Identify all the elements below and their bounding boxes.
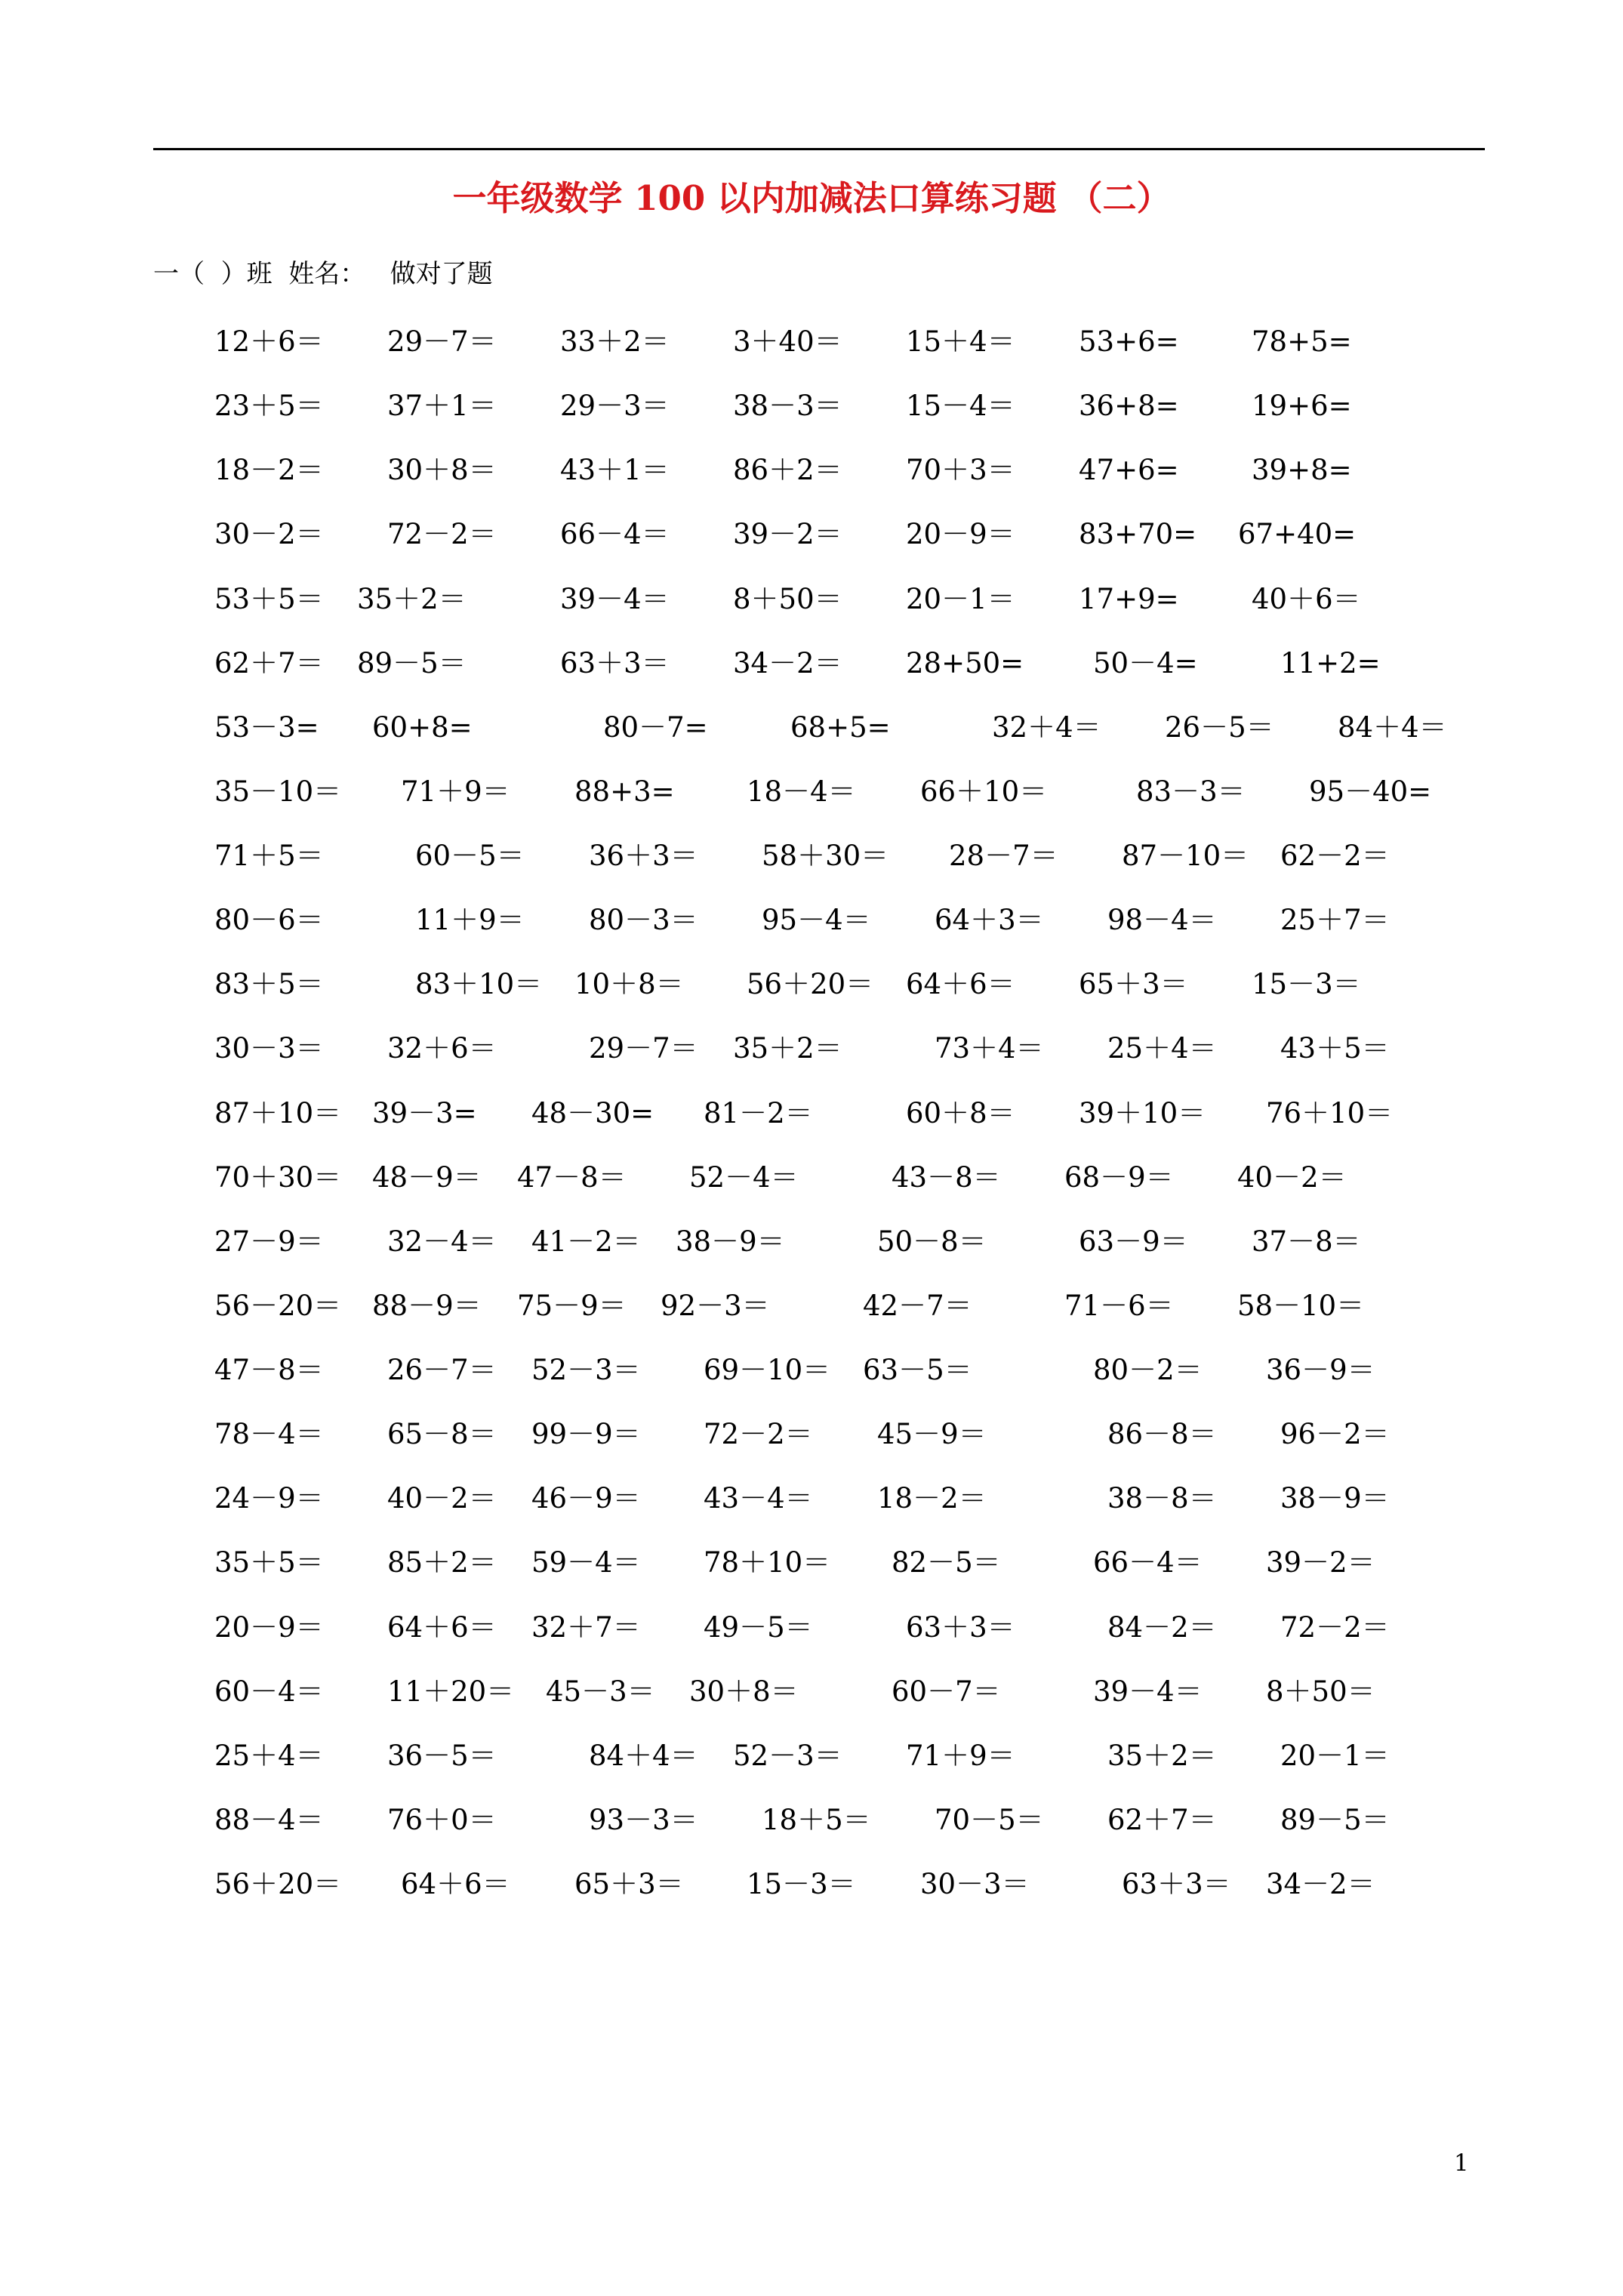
arithmetic-problem: 80－7= <box>603 711 708 744</box>
arithmetic-problem: 76＋10＝ <box>1266 1097 1394 1130</box>
problem-row <box>0 962 1623 1007</box>
arithmetic-problem: 29－7＝ <box>387 325 497 358</box>
arithmetic-problem: 38－8＝ <box>1107 1482 1217 1515</box>
arithmetic-problem: 82－5＝ <box>892 1546 1001 1579</box>
problem-row <box>0 319 1623 365</box>
arithmetic-problem: 29－3＝ <box>560 390 670 422</box>
arithmetic-problem: 95－40= <box>1309 775 1432 808</box>
arithmetic-problem: 52－4＝ <box>689 1161 799 1194</box>
arithmetic-problem: 70＋3＝ <box>906 454 1015 486</box>
arithmetic-problem: 40－2＝ <box>1237 1161 1347 1194</box>
arithmetic-problem: 43＋5＝ <box>1280 1032 1390 1065</box>
arithmetic-problem: 93－3＝ <box>589 1804 698 1836</box>
arithmetic-problem: 68+5= <box>790 711 891 744</box>
arithmetic-problem: 26－7＝ <box>387 1354 497 1386</box>
arithmetic-problem: 34－2＝ <box>1266 1868 1375 1900</box>
arithmetic-problem: 88－4＝ <box>214 1804 324 1836</box>
arithmetic-problem: 32＋4＝ <box>992 711 1101 744</box>
arithmetic-problem: 63＋3＝ <box>560 647 670 680</box>
arithmetic-problem: 39＋10＝ <box>1079 1097 1206 1130</box>
arithmetic-problem: 92－3＝ <box>661 1290 770 1322</box>
arithmetic-problem: 62－2＝ <box>1280 840 1390 872</box>
arithmetic-problem: 80－3＝ <box>589 904 698 936</box>
arithmetic-problem: 66＋10＝ <box>920 775 1048 808</box>
arithmetic-problem: 56－20＝ <box>214 1290 342 1322</box>
arithmetic-problem: 29－7＝ <box>589 1032 698 1065</box>
arithmetic-problem: 64＋3＝ <box>935 904 1044 936</box>
problem-row <box>0 512 1623 557</box>
arithmetic-problem: 36－5＝ <box>387 1740 497 1772</box>
arithmetic-problem: 88+3= <box>574 775 675 808</box>
arithmetic-problem: 40＋6＝ <box>1252 583 1361 615</box>
arithmetic-problem: 63＋3＝ <box>1122 1868 1231 1900</box>
arithmetic-problem: 15＋4＝ <box>906 325 1015 358</box>
arithmetic-problem: 89－5＝ <box>357 647 467 680</box>
arithmetic-problem: 39－2＝ <box>1266 1546 1375 1579</box>
problem-row <box>0 1412 1623 1457</box>
arithmetic-problem: 25＋4＝ <box>214 1740 324 1772</box>
arithmetic-problem: 26－5＝ <box>1165 711 1274 744</box>
arithmetic-problem: 24－9＝ <box>214 1482 324 1515</box>
arithmetic-problem: 35＋2＝ <box>1107 1740 1217 1772</box>
arithmetic-problem: 80－2＝ <box>1093 1354 1203 1386</box>
arithmetic-problem: 83+70= <box>1079 518 1197 550</box>
arithmetic-problem: 71－6＝ <box>1064 1290 1174 1322</box>
arithmetic-problem: 48－30= <box>531 1097 654 1130</box>
arithmetic-problem: 48－9＝ <box>372 1161 482 1194</box>
arithmetic-problem: 25＋7＝ <box>1280 904 1390 936</box>
arithmetic-problem: 52－3＝ <box>733 1740 842 1772</box>
arithmetic-problem: 72－2＝ <box>387 518 497 550</box>
arithmetic-problem: 83－3＝ <box>1136 775 1246 808</box>
arithmetic-problem: 73＋4＝ <box>935 1032 1044 1065</box>
arithmetic-problem: 60－4＝ <box>214 1675 324 1708</box>
arithmetic-problem: 84＋4＝ <box>589 1740 698 1772</box>
arithmetic-problem: 35＋2＝ <box>733 1032 842 1065</box>
problem-row <box>0 1026 1623 1071</box>
arithmetic-problem: 56＋20＝ <box>214 1868 342 1900</box>
arithmetic-problem: 70＋30＝ <box>214 1161 342 1194</box>
arithmetic-problem: 20－1＝ <box>906 583 1015 615</box>
arithmetic-problem: 30－3＝ <box>214 1032 324 1065</box>
arithmetic-problem: 88－9＝ <box>372 1290 482 1322</box>
arithmetic-problem: 36+8= <box>1079 390 1179 422</box>
arithmetic-problem: 32－4＝ <box>387 1225 497 1258</box>
arithmetic-problem: 63－5＝ <box>863 1354 972 1386</box>
problem-row <box>0 448 1623 493</box>
arithmetic-problem: 72－2＝ <box>704 1418 813 1450</box>
arithmetic-problem: 47+6= <box>1079 454 1179 486</box>
arithmetic-problem: 78－4＝ <box>214 1418 324 1450</box>
arithmetic-problem: 59－4＝ <box>531 1546 641 1579</box>
arithmetic-problem: 45－9＝ <box>877 1418 987 1450</box>
arithmetic-problem: 95－4＝ <box>762 904 871 936</box>
arithmetic-problem: 30＋8＝ <box>387 454 497 486</box>
arithmetic-problem: 58＋30＝ <box>762 840 889 872</box>
arithmetic-problem: 19+6= <box>1252 390 1352 422</box>
arithmetic-problem: 18＋5＝ <box>762 1804 871 1836</box>
arithmetic-problem: 15－4＝ <box>906 390 1015 422</box>
arithmetic-problem: 72－2＝ <box>1280 1611 1390 1644</box>
problem-row <box>0 898 1623 943</box>
page-number: 1 <box>1454 2150 1469 2177</box>
arithmetic-problem: 35＋5＝ <box>214 1546 324 1579</box>
arithmetic-problem: 34－2＝ <box>733 647 842 680</box>
problem-row <box>0 1798 1623 1843</box>
arithmetic-problem: 69－10＝ <box>704 1354 831 1386</box>
problem-row <box>0 1219 1623 1265</box>
arithmetic-problem: 76＋0＝ <box>387 1804 497 1836</box>
arithmetic-problem: 99－9＝ <box>531 1418 641 1450</box>
arithmetic-problem: 67+40= <box>1238 518 1357 550</box>
arithmetic-problem: 25＋4＝ <box>1107 1032 1217 1065</box>
arithmetic-problem: 43－4＝ <box>704 1482 813 1515</box>
arithmetic-problem: 12＋6＝ <box>214 325 324 358</box>
arithmetic-problem: 45－3＝ <box>546 1675 655 1708</box>
problem-row <box>0 1476 1623 1521</box>
problem-row <box>0 1540 1623 1586</box>
arithmetic-problem: 64＋6＝ <box>387 1611 497 1644</box>
arithmetic-problem: 56＋20＝ <box>747 968 874 1000</box>
arithmetic-problem: 53＋5＝ <box>214 583 324 615</box>
arithmetic-problem: 33＋2＝ <box>560 325 670 358</box>
arithmetic-problem: 65－8＝ <box>387 1418 497 1450</box>
arithmetic-problem: 15－3＝ <box>747 1868 856 1900</box>
arithmetic-problem: 32＋7＝ <box>531 1611 641 1644</box>
arithmetic-problem: 50－4= <box>1093 647 1198 680</box>
problem-row <box>0 1734 1623 1779</box>
arithmetic-problem: 60+8= <box>372 711 473 744</box>
arithmetic-problem: 70－5＝ <box>935 1804 1044 1836</box>
arithmetic-problem: 46－9＝ <box>531 1482 641 1515</box>
arithmetic-problem: 65＋3＝ <box>1079 968 1188 1000</box>
arithmetic-problem: 71＋9＝ <box>401 775 510 808</box>
problem-row <box>0 834 1623 879</box>
arithmetic-problem: 20－1＝ <box>1280 1740 1390 1772</box>
student-info-line: 一（ ）班 姓名： 做对了题 <box>153 259 493 289</box>
arithmetic-problem: 64＋6＝ <box>906 968 1015 1000</box>
arithmetic-problem: 50－8＝ <box>877 1225 987 1258</box>
problem-row <box>0 1348 1623 1393</box>
arithmetic-problem: 83＋10＝ <box>415 968 543 1000</box>
arithmetic-problem: 47－8＝ <box>517 1161 627 1194</box>
arithmetic-problem: 47－8＝ <box>214 1354 324 1386</box>
arithmetic-problem: 10＋8＝ <box>574 968 684 1000</box>
arithmetic-problem: 30－3＝ <box>920 1868 1030 1900</box>
arithmetic-problem: 60－5＝ <box>415 840 525 872</box>
arithmetic-problem: 96－2＝ <box>1280 1418 1390 1450</box>
arithmetic-problem: 17+9= <box>1079 583 1179 615</box>
arithmetic-problem: 35＋2＝ <box>357 583 467 615</box>
arithmetic-problem: 75－9＝ <box>517 1290 627 1322</box>
arithmetic-problem: 86－8＝ <box>1107 1418 1217 1450</box>
problem-row <box>0 705 1623 750</box>
arithmetic-problem: 98－4＝ <box>1107 904 1217 936</box>
arithmetic-problem: 39－2＝ <box>733 518 842 550</box>
arithmetic-problem: 18－4＝ <box>747 775 856 808</box>
problem-row <box>0 769 1623 815</box>
arithmetic-problem: 63－9＝ <box>1079 1225 1188 1258</box>
arithmetic-problem: 65＋3＝ <box>574 1868 684 1900</box>
arithmetic-problem: 78＋10＝ <box>704 1546 831 1579</box>
arithmetic-problem: 42－7＝ <box>863 1290 972 1322</box>
arithmetic-problem: 36＋3＝ <box>589 840 698 872</box>
arithmetic-problem: 18－2＝ <box>877 1482 987 1515</box>
problem-row <box>0 1669 1623 1715</box>
arithmetic-problem: 78+5= <box>1252 325 1352 358</box>
arithmetic-problem: 89－5＝ <box>1280 1804 1390 1836</box>
problem-row <box>0 1862 1623 1907</box>
arithmetic-problem: 38－9＝ <box>1280 1482 1390 1515</box>
arithmetic-problem: 71＋9＝ <box>906 1740 1015 1772</box>
arithmetic-problem: 30－2＝ <box>214 518 324 550</box>
arithmetic-problem: 52－3＝ <box>531 1354 641 1386</box>
arithmetic-problem: 60－7＝ <box>892 1675 1001 1708</box>
problem-row <box>0 577 1623 622</box>
arithmetic-problem: 86＋2＝ <box>733 454 842 486</box>
arithmetic-problem: 11＋20＝ <box>387 1675 515 1708</box>
arithmetic-problem: 41－2＝ <box>531 1225 641 1258</box>
arithmetic-problem: 20－9＝ <box>214 1611 324 1644</box>
arithmetic-problem: 63＋3＝ <box>906 1611 1015 1644</box>
arithmetic-problem: 62＋7＝ <box>1107 1804 1217 1836</box>
arithmetic-problem: 39－4＝ <box>1093 1675 1203 1708</box>
arithmetic-problem: 30＋8＝ <box>689 1675 799 1708</box>
arithmetic-problem: 38－3＝ <box>733 390 842 422</box>
arithmetic-problem: 23＋5＝ <box>214 390 324 422</box>
arithmetic-problem: 87－10＝ <box>1122 840 1249 872</box>
arithmetic-problem: 36－9＝ <box>1266 1354 1375 1386</box>
arithmetic-problem: 53+6= <box>1079 325 1179 358</box>
arithmetic-problem: 18－2＝ <box>214 454 324 486</box>
arithmetic-problem: 28+50= <box>906 647 1024 680</box>
arithmetic-problem: 71＋5＝ <box>214 840 324 872</box>
arithmetic-problem: 87＋10＝ <box>214 1097 342 1130</box>
arithmetic-problem: 81－2＝ <box>704 1097 813 1130</box>
arithmetic-problem: 39+8= <box>1252 454 1352 486</box>
arithmetic-problem: 11+2= <box>1280 647 1381 680</box>
problem-row <box>0 1155 1623 1200</box>
arithmetic-problem: 68－9＝ <box>1064 1161 1174 1194</box>
arithmetic-problem: 8＋50＝ <box>1266 1675 1375 1708</box>
arithmetic-problem: 83＋5＝ <box>214 968 324 1000</box>
problem-row <box>0 1284 1623 1329</box>
arithmetic-problem: 66－4＝ <box>1093 1546 1203 1579</box>
arithmetic-problem: 43－8＝ <box>892 1161 1001 1194</box>
arithmetic-problem: 38－9＝ <box>676 1225 785 1258</box>
arithmetic-problem: 11＋9＝ <box>415 904 525 936</box>
arithmetic-problem: 49－5＝ <box>704 1611 813 1644</box>
problem-row <box>0 384 1623 429</box>
arithmetic-problem: 35－10＝ <box>214 775 342 808</box>
arithmetic-problem: 20－9＝ <box>906 518 1015 550</box>
arithmetic-problem: 27－9＝ <box>214 1225 324 1258</box>
arithmetic-problem: 53－3= <box>214 711 319 744</box>
arithmetic-problem: 39－4＝ <box>560 583 670 615</box>
problem-row <box>0 1091 1623 1136</box>
arithmetic-problem: 58－10＝ <box>1237 1290 1365 1322</box>
arithmetic-problem: 40－2＝ <box>387 1482 497 1515</box>
arithmetic-problem: 39－3= <box>372 1097 477 1130</box>
arithmetic-problem: 85＋2＝ <box>387 1546 497 1579</box>
arithmetic-problem: 32＋6＝ <box>387 1032 497 1065</box>
arithmetic-problem: 62＋7＝ <box>214 647 324 680</box>
arithmetic-problem: 15－3＝ <box>1252 968 1361 1000</box>
arithmetic-problem: 66－4＝ <box>560 518 670 550</box>
arithmetic-problem: 80－6＝ <box>214 904 324 936</box>
arithmetic-problem: 43＋1＝ <box>560 454 670 486</box>
arithmetic-problem: 60＋8＝ <box>906 1097 1015 1130</box>
arithmetic-problem: 84＋4＝ <box>1338 711 1447 744</box>
arithmetic-problem: 84－2＝ <box>1107 1611 1217 1644</box>
arithmetic-problem: 37＋1＝ <box>387 390 497 422</box>
arithmetic-problem: 64＋6＝ <box>401 1868 510 1900</box>
worksheet-title: 一年级数学 100 以内加减法口算练习题 （二） <box>452 178 1171 218</box>
problem-row <box>0 1605 1623 1650</box>
problem-row <box>0 641 1623 686</box>
arithmetic-problem: 8＋50＝ <box>733 583 842 615</box>
arithmetic-problem: 28－7＝ <box>949 840 1058 872</box>
arithmetic-problem: 37－8＝ <box>1252 1225 1361 1258</box>
arithmetic-problem: 3＋40＝ <box>733 325 842 358</box>
